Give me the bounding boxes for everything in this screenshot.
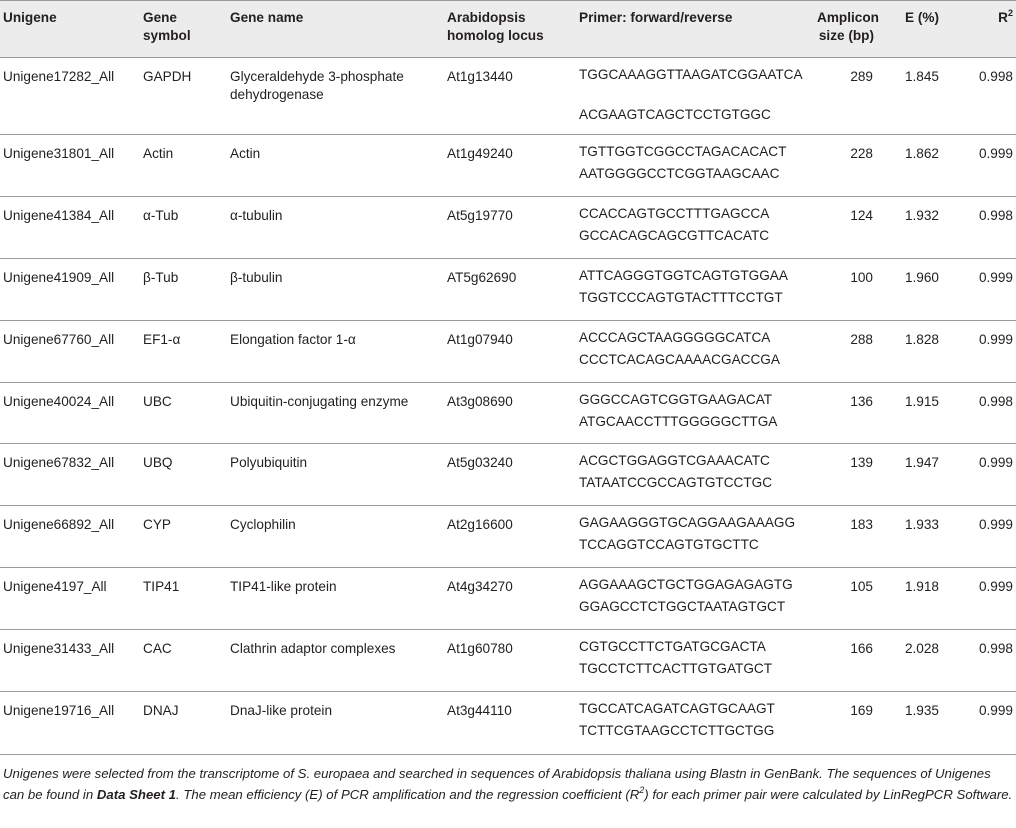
cell-efficiency: 1.935 (904, 703, 939, 718)
primer-reverse: ATGCAACCTTTGGGGGCTTGA (579, 414, 778, 429)
table-row (0, 259, 1016, 321)
cell-r2: 0.998 (978, 208, 1013, 223)
table-row (0, 506, 1016, 568)
table-row (0, 692, 1016, 755)
header-gene-symbol: Gene symbol (143, 10, 191, 43)
cell-efficiency: 1.845 (904, 69, 939, 84)
cell-efficiency: 1.828 (904, 332, 939, 347)
table-row (0, 383, 1016, 444)
cell-primers (579, 135, 817, 197)
primer-reverse: TGCCTCTTCACTTGTGATGCT (579, 661, 773, 676)
table-row (0, 630, 1016, 692)
cell-r2: 0.999 (978, 455, 1013, 470)
cell-gene-symbol: TIP41 (143, 579, 180, 594)
cell-homolog-locus: At1g13440 (447, 69, 513, 84)
cell-amplicon-size: 169 (850, 703, 873, 718)
cell-gene-symbol: α-Tub (143, 208, 179, 223)
cell-homolog-locus: At3g44110 (447, 703, 512, 718)
cell-gene-name: Elongation factor 1-α (230, 332, 356, 347)
cell-efficiency: 1.932 (904, 208, 939, 223)
cell-amplicon-size: 183 (850, 517, 873, 532)
cell-unigene: Unigene67760_All (3, 332, 115, 347)
header-efficiency: E (%) (905, 10, 939, 25)
header-homolog-locus: Arabidopsis homolog locus (447, 10, 544, 43)
cell-efficiency: 1.947 (904, 455, 939, 470)
table-footnote: Unigenes were selected from the transcriptome of S. europaea and searched in sequences of Arabidopsis thaliana using Blastn in GenBank. The sequences of Unigenes can be found in Data Sheet 1. The mean efficiency (E) of PCR amplification and the regression coefficient $(R^2)$ for each primer pair were calculated by LinRegPCR Software. (3, 766, 1013, 802)
cell-r2: 0.999 (978, 579, 1013, 594)
cell-amplicon-size: 228 (850, 146, 873, 161)
cell-r2: 0.999 (978, 703, 1013, 718)
primer-forward: AGGAAAGCTGCTGGAGAGAGTG (579, 577, 793, 592)
cell-unigene: Unigene4197_All (3, 579, 107, 594)
primer-forward: TGTTGGTCGGCCTAGACACACT (579, 144, 787, 159)
cell-gene-symbol: UBC (143, 394, 172, 409)
cell-unigene: Unigene40024_All (3, 394, 115, 409)
cell-homolog-locus: At2g16600 (447, 517, 513, 532)
cell-primers (579, 259, 817, 321)
cell-unigene: Unigene67832_All (3, 455, 115, 470)
cell-r2: 0.998 (978, 641, 1013, 656)
cell-r2: 0.999 (978, 146, 1013, 161)
cell-primers (579, 506, 817, 568)
cell-r2: 0.998 (978, 394, 1013, 409)
table-row (0, 197, 1016, 259)
cell-gene-symbol: GAPDH (143, 69, 192, 84)
cell-amplicon-size: 136 (850, 394, 873, 409)
primer-reverse: TCTTCGTAAGCCTCTTGCTGG (579, 723, 775, 738)
table-row (0, 568, 1016, 630)
cell-gene-name: Polyubiquitin (230, 455, 308, 470)
cell-gene-name: Glyceraldehyde 3-phosphate dehydrogenase (230, 69, 404, 102)
primer-forward: TGCCATCAGATCAGTGCAAGT (579, 701, 775, 716)
cell-primers (579, 383, 817, 444)
primer-reverse: GCCACAGCAGCGTTCACATC (579, 228, 770, 243)
cell-unigene: Unigene41384_All (3, 208, 115, 223)
header-unigene: Unigene (3, 10, 57, 25)
primer-forward: TGGCAAAGGTTAAGATCGGAATCA (579, 67, 803, 82)
cell-gene-symbol: β-Tub (143, 270, 179, 285)
primer-reverse: AATGGGGCCTCGGTAAGCAAC (579, 166, 780, 181)
cell-homolog-locus: At1g49240 (447, 146, 513, 161)
header-primer: Primer: forward/reverse (579, 10, 733, 25)
cell-gene-name: β-tubulin (230, 270, 283, 285)
cell-unigene: Unigene31433_All (3, 641, 115, 656)
cell-amplicon-size: 288 (850, 332, 873, 347)
header-gene-name: Gene name (230, 10, 304, 25)
cell-gene-symbol: DNAJ (143, 703, 179, 718)
primer-forward: ACCCAGCTAAGGGGGCATCA (579, 330, 771, 345)
cell-amplicon-size: 289 (850, 69, 873, 84)
cell-gene-symbol: UBQ (143, 455, 173, 470)
table-row (0, 135, 1016, 197)
cell-amplicon-size: 139 (850, 455, 873, 470)
header-amplicon: Amplicon size (bp) (817, 10, 879, 43)
cell-unigene: Unigene41909_All (3, 270, 115, 285)
cell-amplicon-size: 105 (850, 579, 873, 594)
primer-forward: CCACCAGTGCCTTTGAGCCA (579, 206, 770, 221)
primer-forward: CGTGCCTTCTGATGCGACTA (579, 639, 766, 654)
cell-gene-name: Clathrin adaptor complexes (230, 641, 396, 656)
cell-efficiency: 2.028 (904, 641, 939, 656)
cell-efficiency: 1.915 (904, 394, 939, 409)
primer-forward: GGGCCAGTCGGTGAAGACAT (579, 392, 773, 407)
cell-amplicon-size: 100 (850, 270, 873, 285)
cell-homolog-locus: At3g08690 (447, 394, 513, 409)
data-sheet-reference: Data Sheet 1 (96, 786, 177, 802)
cell-unigene: Unigene19716_All (3, 703, 115, 718)
cell-homolog-locus: At5g03240 (447, 455, 513, 470)
cell-homolog-locus: At5g19770 (447, 208, 513, 223)
primer-reverse: TATAATCCGCCAGTGTCCTGC (579, 475, 773, 490)
cell-r2: 0.999 (978, 517, 1013, 532)
cell-primers (579, 444, 817, 506)
cell-primers (579, 692, 817, 755)
cell-r2: 0.998 (978, 69, 1013, 84)
cell-gene-symbol: CAC (143, 641, 172, 656)
table-row (0, 321, 1016, 383)
cell-gene-name: Cyclophilin (230, 517, 296, 532)
cell-r2: 0.999 (978, 332, 1013, 347)
table-row (0, 58, 1016, 135)
cell-amplicon-size: 166 (850, 641, 873, 656)
cell-amplicon-size: 124 (850, 208, 873, 223)
cell-primers (579, 321, 817, 383)
header-r2: $R^2$ (998, 8, 1013, 25)
cell-primers (579, 197, 817, 259)
primer-forward: GAGAAGGGTGCAGGAAGAAAGG (579, 515, 796, 530)
cell-gene-symbol: CYP (143, 517, 171, 532)
primer-reverse: TGGTCCCAGTGTACTTTCCTGT (579, 290, 783, 305)
cell-homolog-locus: At4g34270 (447, 579, 513, 594)
primer-reverse: TCCAGGTCCAGTGTGCTTC (579, 537, 759, 552)
cell-gene-symbol: Actin (143, 146, 174, 161)
cell-r2: 0.999 (978, 270, 1013, 285)
cell-gene-name: DnaJ-like protein (230, 703, 332, 718)
cell-gene-name: Actin (230, 146, 261, 161)
table-row (0, 444, 1016, 506)
cell-efficiency: 1.933 (904, 517, 939, 532)
cell-primers (579, 568, 817, 630)
cell-primers (579, 58, 817, 135)
header-row (0, 1, 1016, 58)
primer-forward: ATTCAGGGTGGTCAGTGTGGAA (579, 268, 788, 283)
cell-efficiency: 1.862 (904, 146, 939, 161)
cell-unigene: Unigene17282_All (3, 69, 115, 84)
cell-unigene: Unigene66892_All (3, 517, 115, 532)
primer-forward: ACGCTGGAGGTCGAAACATC (579, 453, 770, 468)
primer-reverse: CCCTCACAGCAAAACGACCGA (579, 352, 780, 367)
cell-gene-name: Ubiquitin-conjugating enzyme (230, 394, 409, 409)
cell-homolog-locus: AT5g62690 (447, 270, 517, 285)
primer-reverse: ACGAAGTCAGCTCCTGTGGC (579, 107, 771, 122)
cell-primers (579, 630, 817, 692)
cell-unigene: Unigene31801_All (3, 146, 115, 161)
cell-efficiency: 1.918 (904, 579, 939, 594)
primer-reverse: GGAGCCTCTGGCTAATAGTGCT (579, 599, 786, 614)
cell-gene-name: α-tubulin (230, 208, 283, 223)
table-body (0, 58, 1016, 755)
cell-gene-name: TIP41-like protein (230, 579, 337, 594)
cell-efficiency: 1.960 (904, 270, 939, 285)
cell-homolog-locus: At1g07940 (447, 332, 513, 347)
cell-homolog-locus: At1g60780 (447, 641, 513, 656)
cell-gene-symbol: EF1-α (143, 332, 181, 347)
